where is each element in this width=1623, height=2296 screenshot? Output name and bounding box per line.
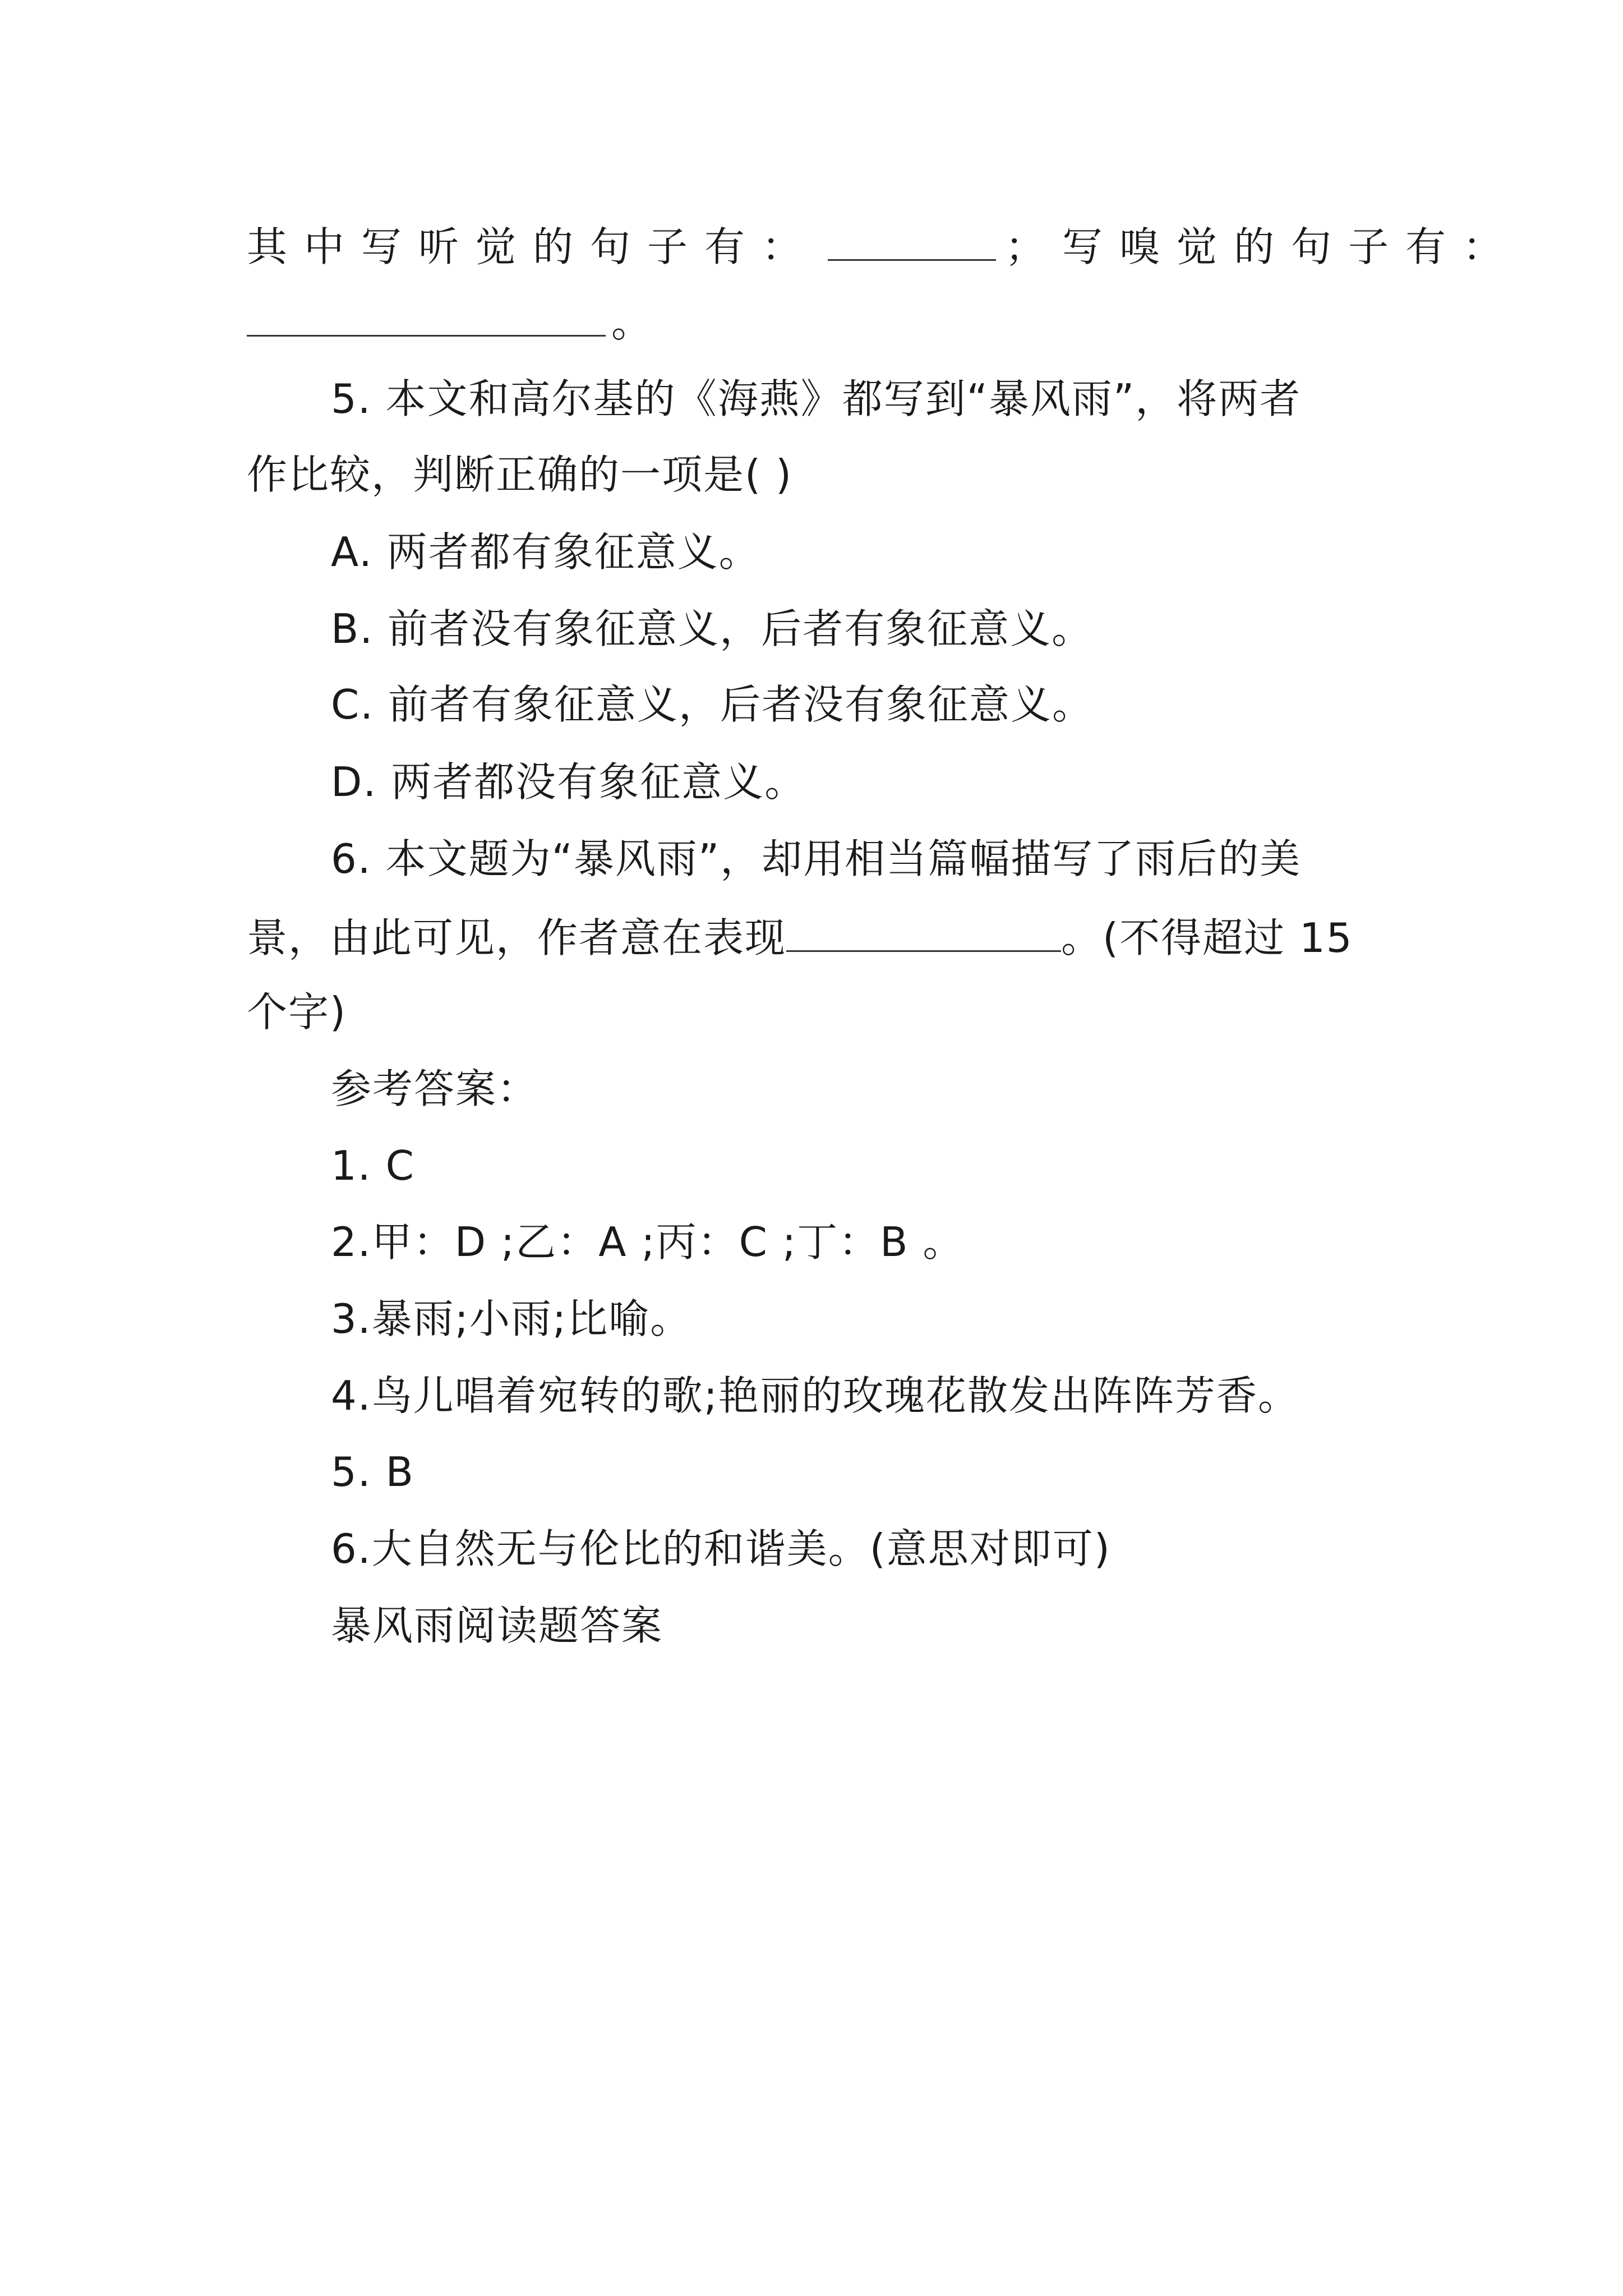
answer-item-1: 1. C bbox=[331, 1142, 415, 1189]
answers-heading: 参考答案： bbox=[331, 1065, 539, 1112]
q5-option-a: A. 两者都有象征意义。 bbox=[331, 528, 760, 576]
q4-line-2 bbox=[247, 299, 653, 346]
q4-hearing-blank bbox=[828, 224, 996, 261]
q6-answer-blank bbox=[786, 915, 1061, 952]
q4-line-end: 。 bbox=[611, 299, 653, 346]
q6-stem-line-2 bbox=[247, 914, 1353, 961]
answer-item-2: 2.甲：D ;乙：A ;丙：C ;丁：B 。 bbox=[331, 1218, 965, 1266]
q4-hearing-prompt: 其中写听觉的句子有： bbox=[247, 223, 819, 270]
answer-item-5: 5. B bbox=[331, 1448, 414, 1496]
q4-smell-blank bbox=[247, 300, 606, 337]
q4-line-1 bbox=[247, 223, 1520, 270]
q5-option-d: D. 两者都没有象征意义。 bbox=[331, 758, 806, 806]
q5-option-b: B. 前者没有象征意义，后者有象征意义。 bbox=[331, 605, 1094, 652]
answer-item-6: 6.大自然无与伦比的和谐美。(意思对即可) bbox=[331, 1525, 1111, 1572]
q5-stem-line-1: 5. 本文和高尔基的《海燕》都写到“暴风雨”，将两者 bbox=[331, 375, 1302, 422]
q6-stem-text: 景，由此可见，作者意在表现 bbox=[247, 914, 787, 961]
q6-stem-line-1: 6. 本文题为“暴风雨”，却用相当篇幅描写了雨后的美 bbox=[331, 835, 1302, 882]
q5-stem-line-2: 作比较，判断正确的一项是( ) bbox=[247, 451, 793, 498]
q5-option-c: C. 前者有象征意义，后者没有象征意义。 bbox=[331, 681, 1094, 728]
q6-limit-note: 。(不得超过 15 bbox=[1061, 914, 1353, 961]
document-footer-title: 暴风雨阅读题答案 bbox=[331, 1602, 663, 1649]
q6-stem-line-3: 个字) bbox=[247, 988, 347, 1036]
q4-smell-prompt: ；写嗅觉的句子有： bbox=[1005, 223, 1520, 270]
answer-item-3: 3.暴雨;小雨;比喻。 bbox=[331, 1295, 692, 1342]
answer-item-4: 4.鸟儿唱着宛转的歌;艳丽的玫瑰花散发出阵阵芳香。 bbox=[331, 1372, 1299, 1419]
